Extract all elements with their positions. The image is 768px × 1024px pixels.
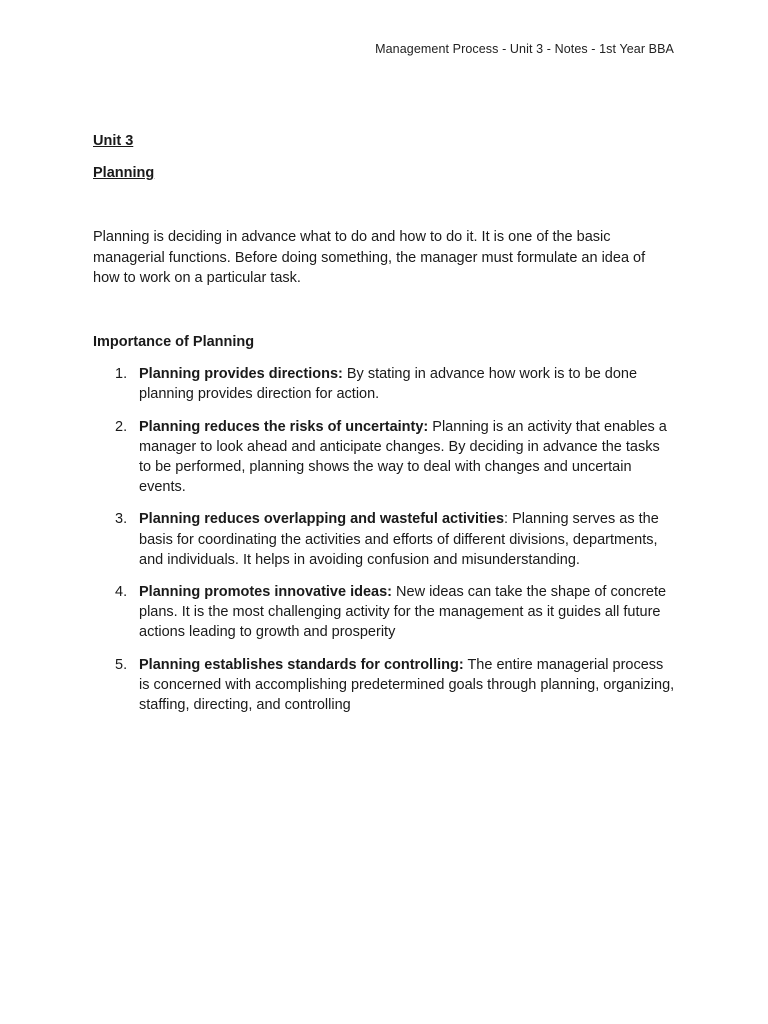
subheading: Importance of Planning <box>93 334 255 351</box>
unit-title: Unit 3 <box>93 133 134 149</box>
intro-paragraph: Planning is deciding in advance what to do and how to do it. It is one of the basic managerial functions. Before doing something, the manager must formulate an idea of how to work on a particular task. <box>93 229 646 286</box>
list-item-text: : Planning serves as the basis for coordinating the activities and efforts of different divisions, departments, and individuals. It helps in avoiding confusion and misunderstanding. <box>139 511 659 568</box>
list-item-lead: Planning reduces the risks of uncertainty: <box>139 418 429 435</box>
list-item <box>93 582 675 643</box>
list-item-number: 2. <box>115 418 128 435</box>
list-item <box>93 417 675 498</box>
list-item-text: Planning is an activity that enables a manager to look ahead and anticipate changes. By deciding in advance the tasks to be performed, planning shows the way to deal with changes and uncertain events. <box>139 418 667 496</box>
list-item-lead: Planning establishes standards for controlling: <box>139 656 464 673</box>
list-item-text: By stating in advance how work is to be done planning provides direction for action. <box>139 366 638 403</box>
list-item-number: 4. <box>115 584 128 601</box>
list-item-lead: Planning promotes innovative ideas: <box>139 584 392 601</box>
list-item-lead: Planning reduces overlapping and wasteful activities <box>139 511 505 528</box>
list-item-text: New ideas can take the shape of concrete plans. It is the most challenging activity for the management as it guides all future actions leading to growth and prosperity <box>139 584 667 641</box>
list-item-number: 5. <box>115 656 128 673</box>
section-title: Planning <box>93 165 155 182</box>
list-item-lead: Planning provides directions: <box>139 366 343 383</box>
list-item-number: 1. <box>115 366 128 383</box>
list-item-number: 3. <box>115 511 128 528</box>
list-item-text: The entire managerial process is concerned with accomplishing predetermined goals through planning, organizing, staffing, directing, and controlling <box>139 656 675 714</box>
running-header: Management Process - Unit 3 - Notes - 1st Year BBA <box>375 42 674 56</box>
list-item <box>93 364 675 404</box>
document-body <box>93 131 675 727</box>
list-item <box>93 509 675 570</box>
importance-list <box>93 364 675 715</box>
list-item <box>93 655 675 716</box>
